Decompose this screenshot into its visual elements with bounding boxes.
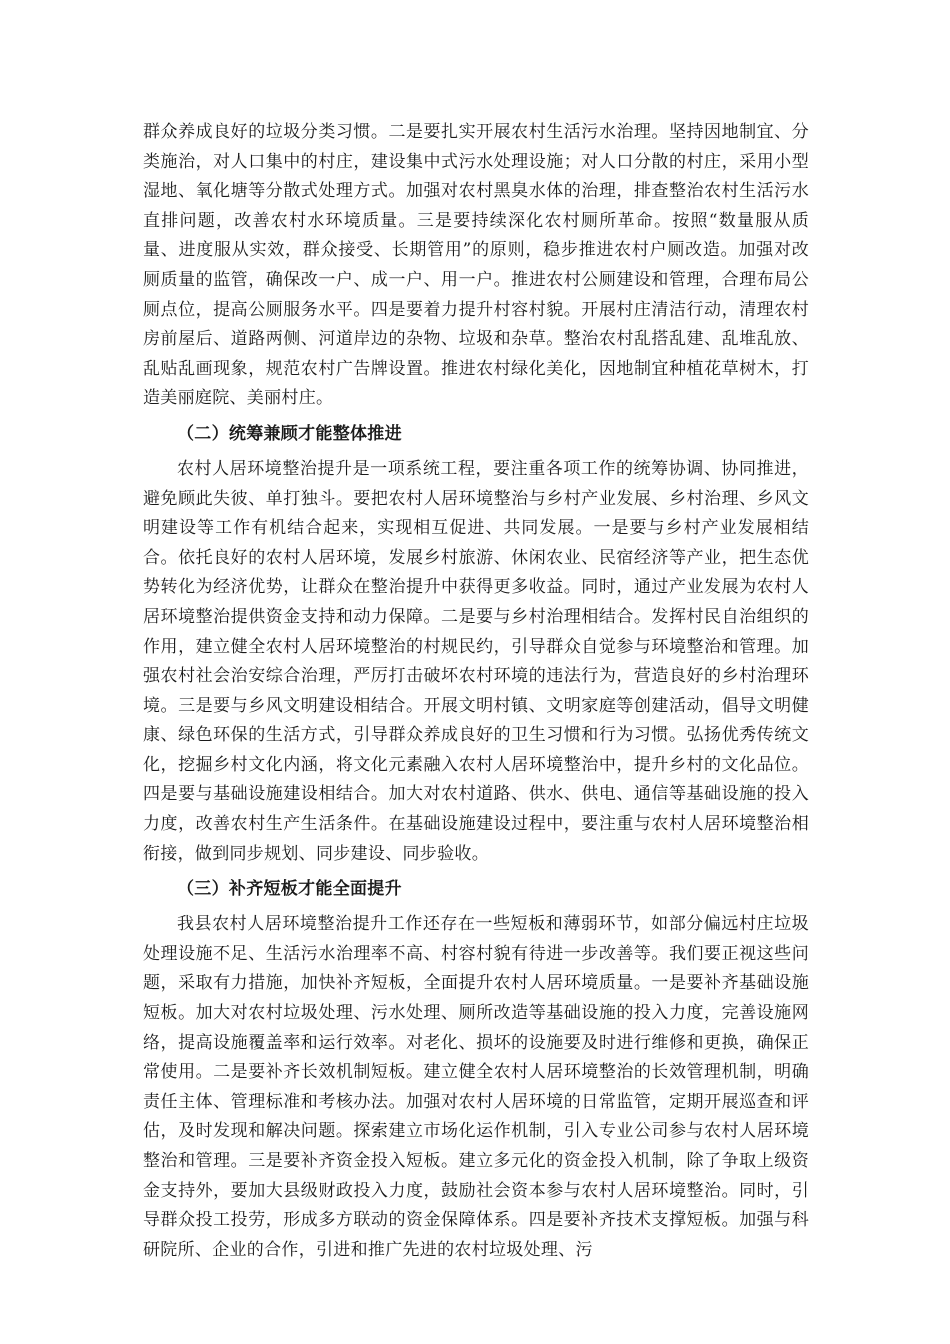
document-page (143, 118, 809, 1265)
paragraph-continued: 群众养成良好的垃圾分类习惯。二是要扎实开展农村生活污水治理。坚持因地制宜、分类施治，对人口集中的村庄，建设集中式污水处理设施；对人口分散的村庄，采用小型湿地、氧化塘等分散式处理方式。加强对农村黑臭水体的治理，排查整治农村生活污水直排问题，改善农村水环境质量。三是要持续深化农村厕所革命。按照“数量服从质量、进度服从实效，群众接受、长期管用”的原则，稳步推进农村户厕改造。加强对改厕质量的监管，确保改一户、成一户、用一户。推进农村公厕建设和管理，合理布局公厕点位，提高公厕服务水平。四是要着力提升村容村貌。开展村庄清洁行动，清理农村房前屋后、道路两侧、河道岸边的杂物、垃圾和杂草。整治农村乱搭乱建、乱堆乱放、乱贴乱画现象，规范农村广告牌设置。推进农村绿化美化，因地制宜种植花草树木，打造美丽庭院、美丽村庄。 (143, 122, 809, 409)
section-heading-3: （三）补齐短板才能全面提升 (177, 879, 402, 900)
paragraph-section-2: 农村人居环境整治提升是一项系统工程，要注重各项工作的统筹协调、协同推进，避免顾此失彼、单打独斗。要把农村人居环境整治与乡村产业发展、乡村治理、乡风文明建设等工作有机结合起来，实现相互促进、共同发展。一是要与乡村产业发展相结合。依托良好的农村人居环境，发展乡村旅游、休闲农业、民宿经济等产业，把生态优势转化为经济优势，让群众在整治提升中获得更多收益。同时，通过产业发展为农村人居环境整治提供资金支持和动力保障。二是要与乡村治理相结合。发挥村民自治组织的作用，建立健全农村人居环境整治的村规民约，引导群众自觉参与环境整治和管理。加强农村社会治安综合治理，严厉打击破坏农村环境的违法行为，营造良好的乡村治理环境。三是要与乡风文明建设相结合。开展文明村镇、文明家庭等创建活动，倡导文明健康、绿色环保的生活方式，引导群众养成良好的卫生习惯和行为习惯。弘扬优秀传统文化，挖掘乡村文化内涵，将文化元素融入农村人居环境整治中，提升乡村的文化品位。四是要与基础设施建设相结合。加大对农村道路、供水、供电、通信等基础设施的投入力度，改善农村生产生活条件。在基础设施建设过程中，要注重与农村人居环境整治相衔接，做到同步规划、同步建设、同步验收。 (143, 458, 809, 864)
section-heading-2: （二）统筹兼顾才能整体推进 (177, 423, 402, 444)
paragraph-section-3: 我县农村人居环境整治提升工作还存在一些短板和薄弱环节，如部分偏远村庄垃圾处理设施不足、生活污水治理率不高、村容村貌有待进一步改善等。我们要正视这些问题，采取有力措施，加快补齐短板，全面提升农村人居环境质量。一是要补齐基础设施短板。加大对农村垃圾处理、污水处理、厕所改造等基础设施的投入力度，完善设施网络，提高设施覆盖率和运行效率。对老化、损坏的设施要及时进行维修和更换，确保正常使用。二是要补齐长效机制短板。建立健全农村人居环境整治的长效管理机制，明确责任主体、管理标准和考核办法。加强对农村人居环境的日常监管，定期开展巡查和评估，及时发现和解决问题。探索建立市场化运作机制，引入专业公司参与农村人居环境整治和管理。三是要补齐资金投入短板。建立多元化的资金投入机制，除了争取上级资金支持外，要加大县级财政投入力度，鼓励社会资本参与农村人居环境整治。同时，引导群众投工投劳，形成多方联动的资金保障体系。四是要补齐技术支撑短板。加强与科研院所、企业的合作，引进和推广先进的农村垃圾处理、污 (143, 914, 809, 1260)
